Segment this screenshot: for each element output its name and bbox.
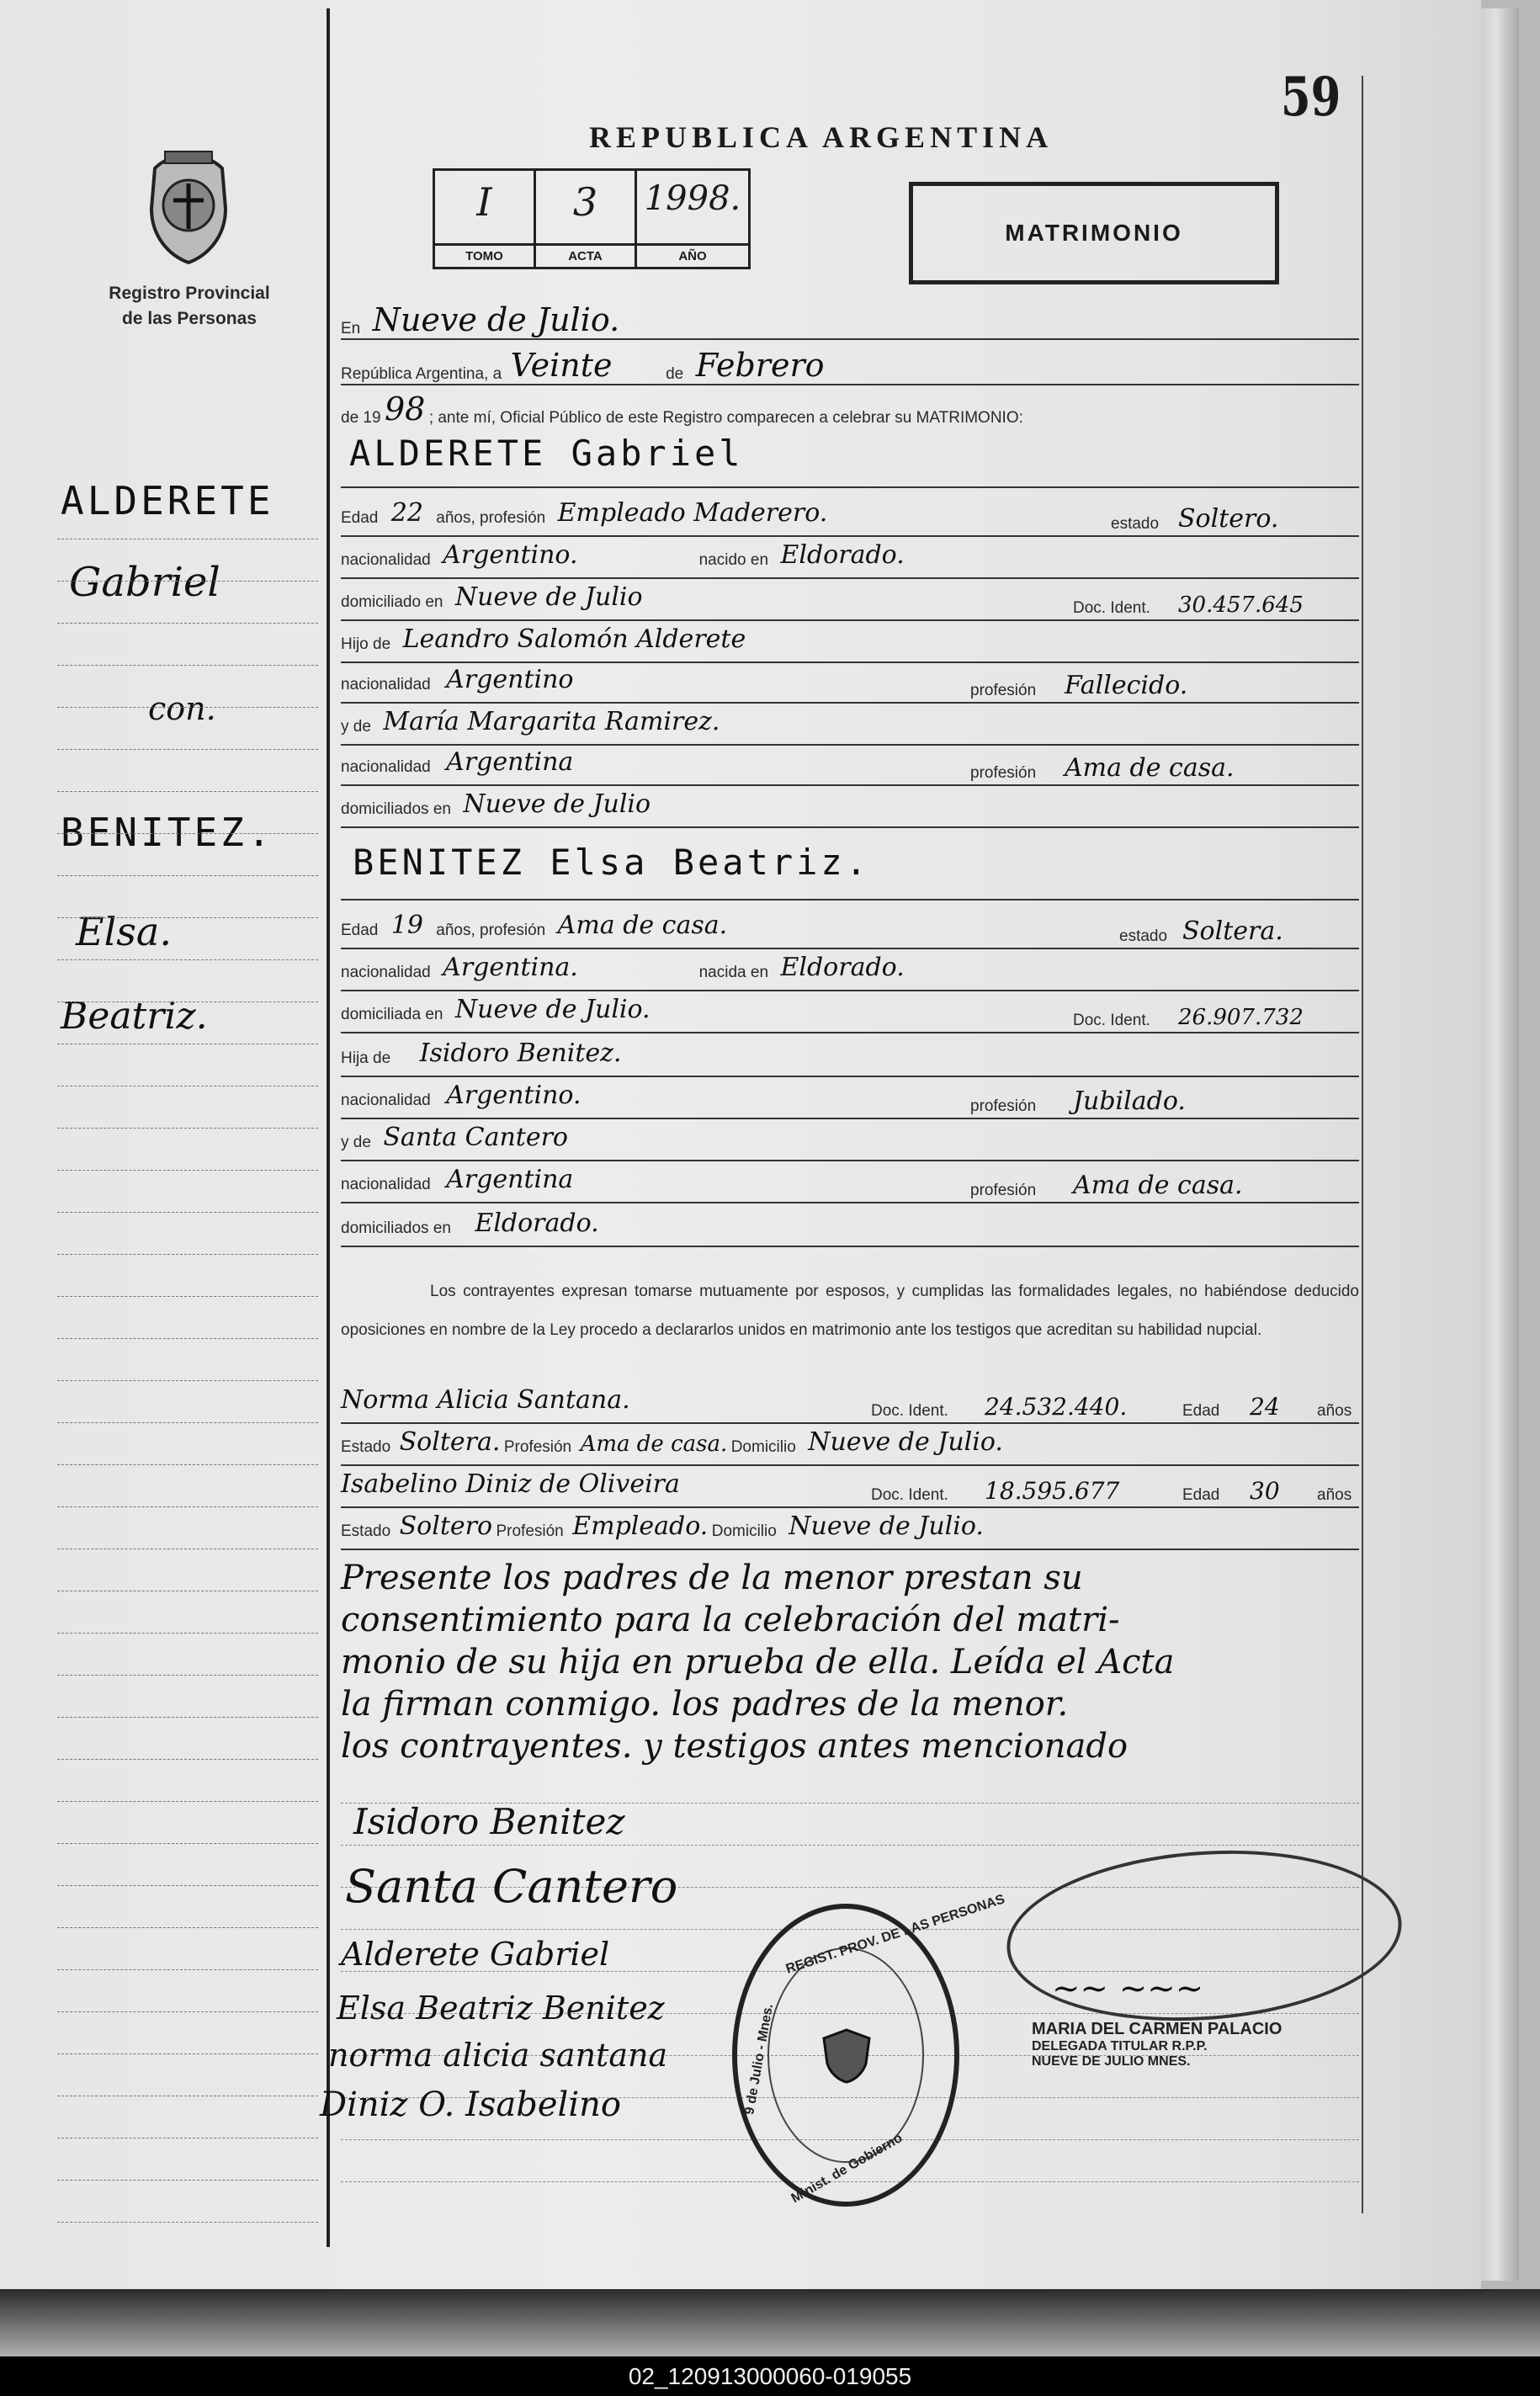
estado-label: estado [1111,515,1160,533]
margin-bride-name2: Beatriz. [61,995,208,1038]
margin-ruled-line [57,1422,318,1423]
acta-label: ACTA [536,243,635,267]
margin-ruled-line [57,1927,318,1928]
margin-ruled-line [57,875,318,876]
witness1-profession: Ama de casa. [580,1432,728,1457]
officer-signature-scribble: ~~ ~~~ [1052,1969,1204,2008]
bride-address: Nueve de Julio. [454,995,651,1024]
prof-label: Profesión [503,1438,572,1456]
groom-age: 22 [390,498,423,528]
month-value: Febrero [695,347,825,384]
declaration-text [341,1272,1359,1350]
margin-ruled-line [57,1296,318,1297]
declaration-body: Los contrayentes expresan tomarse mutuamente por esposos, y cumplidas las formalidades legales, no habiéndose deducido oposiciones en nombre de la Ley procedo a declararlos unidos en matrimonio ante los testigos que acreditan su habilidad nupcial. [341,1283,1359,1339]
signature-father: Isidoro Benitez [353,1801,625,1842]
nac-label: nacionalidad [341,964,431,981]
witness2-age: 30 [1250,1477,1280,1505]
signature-witness1: norma alicia santana [328,2037,668,2074]
witness1-estado: Soltera. [399,1427,501,1457]
anos-label: años, profesión [436,509,546,527]
note-line: consentimiento para la celebración del matri- [341,1601,1120,1639]
yde-label: y de [341,1134,371,1151]
dom-label: domiciliada en [341,1006,443,1023]
shield-icon [817,2027,876,2085]
row-year [341,390,1359,429]
place-value: Nueve de Julio. [372,301,620,338]
bride-father: Isidoro Benitez. [419,1039,622,1068]
ruled-line [341,1845,1359,1846]
act-number-box [433,168,751,269]
bride-mother-profession: Ama de casa. [1073,1171,1243,1200]
witness1-name: Norma Alicia Santana. [341,1385,630,1415]
edad-label: Edad [1182,1486,1220,1504]
bride-address-row [341,995,1359,1033]
margin-ruled-line [57,1675,318,1676]
margin-ruled-line [57,623,318,624]
margin-ruled-line [57,1506,318,1507]
margin-ruled-line [57,1128,318,1129]
stamp-left-text: 9 de Julio - Mnes. [742,2002,777,2117]
anos-label: años [1317,1486,1352,1504]
bride-estado: Soltera. [1182,916,1283,946]
hija-label: Hija de [341,1049,391,1067]
registry-name [76,281,303,332]
tomo-value: I [476,179,492,225]
groom-parents-address-row [341,789,1359,828]
anos-label: años, profesión [436,922,546,939]
witness2-row [341,1469,1359,1508]
margin-ruled-line [57,791,318,792]
row-place [341,301,1359,340]
bride-name-row [341,842,1359,900]
groom-birthplace: Eldorado. [780,540,905,570]
witness2-estado: Soltero [399,1511,493,1541]
republica-label: República Argentina, a [341,365,502,383]
groom-nationality: Argentino. [443,540,578,570]
stamp-top-text: REGIST. PROV. DE LAS PERSONAS [783,1892,1007,1977]
yde-label: y de [341,718,371,736]
father-prof-label: profesión [970,1097,1037,1115]
groom-father-profession: Fallecido. [1065,671,1188,700]
hijo-label: Hijo de [341,635,391,653]
bride-father-nationality: Argentino. [446,1081,581,1110]
year-value: 98 [385,390,426,428]
margin-ruled-line [57,581,318,582]
margin-ruled-line [57,1717,318,1718]
margin-bride-surname: BENITEZ. [61,810,274,855]
mother-prof-label: profesión [970,764,1037,782]
doc-label: Doc. Ident. [871,1402,948,1420]
witness2-details-row [341,1511,1359,1550]
image-caption: 02_120913000060-019055 [0,2356,1540,2396]
ano-value: 1998. [644,179,741,218]
de-label: de [666,365,684,383]
margin-ruled-line [57,1170,318,1171]
notes-block [341,1557,1367,1767]
act-type-box: MATRIMONIO [909,182,1279,284]
margin-ruled-line [57,1338,318,1339]
margin-groom-surname: ALDERETE [61,478,274,523]
margin-ruled-line [57,749,318,750]
day-value: Veinte [510,347,613,384]
year-prefix: de 19 [341,409,381,427]
page-number: 59 [1281,66,1341,129]
en-label: En [341,320,361,337]
margin-ruled-line [57,833,318,834]
bride-birthplace: Eldorado. [780,953,905,982]
margin-ruled-line [57,1001,318,1002]
groom-age-row [341,498,1359,537]
mother-prof-label: profesión [970,1182,1037,1199]
witness2-doc: 18.595.677 [985,1477,1120,1505]
groom-parents-address: Nueve de Julio [463,789,651,819]
groom-profession: Empleado Maderero. [557,498,828,528]
nacida-label: nacida en [698,964,769,981]
mother-nac-label: nacionalidad [341,758,431,776]
doms-label: domiciliados en [341,1219,451,1237]
groom-mother-profession: Ama de casa. [1065,753,1235,783]
margin-con: con. [148,690,216,727]
note-line: la firman conmigo. los padres de la menor. [341,1685,1069,1724]
coat-of-arms-icon [136,150,241,268]
groom-address-row [341,582,1359,621]
margin-ruled-line [57,917,318,918]
margin-bride-name1: Elsa. [76,909,172,954]
groom-mother-nationality: Argentina [446,747,574,777]
margin-groom-name: Gabriel [69,559,220,606]
groom-father-row [341,624,1359,663]
margin-ruled-line [57,1633,318,1634]
witness1-age: 24 [1250,1393,1280,1421]
witness2-name: Isabelino Diniz de Oliveira [341,1469,680,1499]
acta-value: 3 [572,179,598,225]
officer-name: MARIA DEL CARMEN PALACIO [1032,2020,1282,2038]
tomo-label: TOMO [435,243,534,267]
groom-father-nat-row [341,665,1359,704]
note-line: los contrayentes. y testigos antes mencionado [341,1727,1128,1766]
prof-label: Profesión [496,1522,564,1540]
witness1-doc: 24.532.440. [985,1393,1128,1421]
acta-cell [536,171,637,267]
signature-groom: Alderete Gabriel [341,1936,610,1973]
anos-label: años [1317,1402,1352,1420]
margin-ruled-line [57,1212,318,1213]
margin-divider [327,8,330,2247]
father-nac-label: nacionalidad [341,676,431,693]
ano-label: AÑO [637,243,748,267]
doms-label: domiciliados en [341,800,451,818]
margin-ruled-line [57,707,318,708]
page-edge [1481,8,1519,2281]
margin-ruled-line [57,1254,318,1255]
groom-doc: 30.457.645 [1178,592,1304,618]
margin-ruled-line [57,2222,318,2223]
margin-ruled-line [57,959,318,960]
signature-mother: Santa Cantero [345,1860,678,1913]
margin-ruled-line [57,1759,318,1760]
bride-nationality: Argentina. [443,953,578,982]
nac-label: nacionalidad [341,551,431,569]
ano-cell [637,171,748,267]
margin-ruled-line [57,1464,318,1465]
estado-label: Estado [341,1522,391,1540]
witness1-details-row [341,1427,1359,1466]
margin-ruled-line [57,2180,318,2181]
bride-profession: Ama de casa. [557,911,728,940]
margin-ruled-line [57,2011,318,2012]
registry-stamp [732,1892,1007,2207]
groom-mother-row [341,707,1359,746]
bride-father-profession: Jubilado. [1073,1086,1186,1116]
bride-parents-address-row [341,1209,1359,1247]
groom-estado: Soltero. [1178,504,1279,534]
bride-age-row [341,911,1359,949]
groom-father-nationality: Argentino [446,665,574,694]
witness1-address: Nueve de Julio. [808,1427,1003,1457]
groom-mother: María Margarita Ramirez. [383,707,720,736]
officer-place: NUEVE DE JULIO MNES. [1032,2054,1191,2069]
bride-full-name: BENITEZ Elsa Beatriz. [353,842,871,883]
registry-line1: Registro Provincial [109,284,270,303]
doc-label: Doc. Ident. [1073,1012,1150,1029]
header-republica: REPUBLICA ARGENTINA [589,120,1054,154]
groom-nationality-row [341,540,1359,579]
doc-label: Doc. Ident. [871,1486,948,1504]
signature-bride: Elsa Beatriz Benitez [337,1990,665,2027]
edad-label: Edad [341,509,379,527]
registry-line2: de las Personas [122,309,257,328]
groom-address: Nueve de Julio [454,582,643,612]
dom-label: domiciliado en [341,593,443,611]
officer-role: DELEGADA TITULAR R.P.P. [1032,2039,1208,2053]
tomo-cell [435,171,536,267]
book-bottom [0,2289,1540,2356]
margin-ruled-line [57,665,318,666]
groom-full-name: ALDERETE Gabriel [349,433,744,474]
row-date [341,347,1359,385]
dom-label: Domicilio [730,1438,796,1456]
bride-age: 19 [390,911,423,940]
groom-mother-nat-row [341,747,1359,786]
margin-ruled-line [57,1380,318,1381]
ante-text: ; ante mí, Oficial Público de este Registro comparecen a celebrar su MATRIMONIO: [428,409,1023,427]
bride-mother-row [341,1123,1359,1161]
dom-label: Domicilio [711,1522,777,1540]
margin-ruled-line [57,1969,318,1970]
signature-witness2: Diniz O. Isabelino [320,2085,621,2124]
groom-father: Leandro Salomón Alderete [402,624,746,654]
bride-father-nat-row [341,1081,1359,1119]
groom-name-row [341,433,1359,488]
father-nac-label: nacionalidad [341,1092,431,1109]
witness2-profession: Empleado. [572,1511,709,1541]
margin-ruled-line [57,1885,318,1886]
note-line: monio de su hija en prueba de ella. Leída el Acta [341,1643,1175,1681]
bride-doc: 26.907.732 [1178,1005,1304,1030]
bride-mother: Santa Cantero [383,1123,568,1152]
stamp-bottom-text: Minist. de Gobierno [789,2130,905,2207]
witness1-row [341,1385,1359,1424]
bride-father-row [341,1039,1359,1077]
edad-label: Edad [1182,1402,1220,1420]
estado-label: estado [1119,927,1168,945]
mother-nac-label: nacionalidad [341,1176,431,1193]
edad-label: Edad [341,922,379,939]
bride-mother-nat-row [341,1165,1359,1203]
father-prof-label: profesión [970,682,1037,699]
margin-ruled-line [57,1801,318,1802]
nacido-label: nacido en [698,551,769,569]
margin-ruled-line [57,1843,318,1844]
witness2-address: Nueve de Julio. [789,1511,984,1541]
bride-parents-address: Eldorado. [475,1209,599,1238]
doc-label: Doc. Ident. [1073,599,1150,617]
note-line: Presente los padres de la menor prestan su [341,1559,1083,1597]
estado-label: Estado [341,1438,391,1456]
bride-nationality-row [341,953,1359,991]
bride-mother-nationality: Argentina [446,1165,574,1194]
officer-stamp [1032,2020,1351,2069]
margin-ruled-line [57,2053,318,2054]
